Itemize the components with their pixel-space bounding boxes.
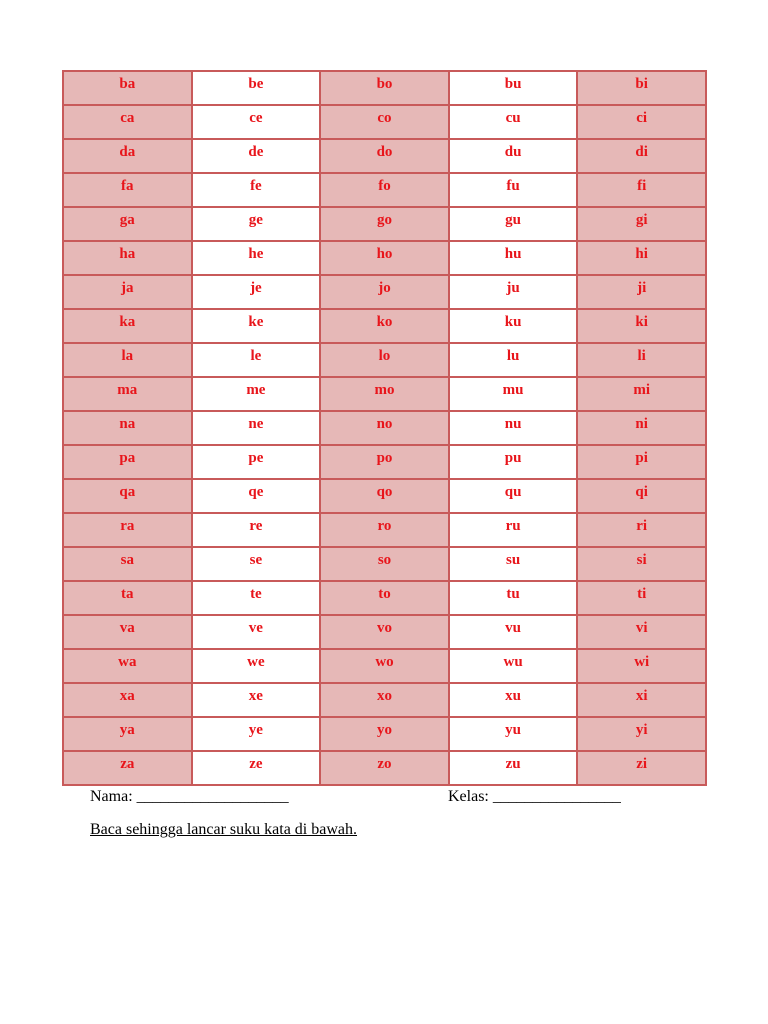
syllable-cell: qe — [192, 479, 321, 513]
syllable-cell: co — [320, 105, 449, 139]
syllable-cell: ta — [63, 581, 192, 615]
syllable-cell: ni — [577, 411, 706, 445]
table-row — [63, 751, 706, 785]
table-row — [63, 309, 706, 343]
syllable-cell: ba — [63, 71, 192, 105]
syllable-cell: qa — [63, 479, 192, 513]
syllable-cell: ja — [63, 275, 192, 309]
syllable-cell: fo — [320, 173, 449, 207]
syllable-cell: du — [449, 139, 578, 173]
syllable-cell: we — [192, 649, 321, 683]
syllable-cell: ce — [192, 105, 321, 139]
syllable-cell: go — [320, 207, 449, 241]
table-row — [63, 343, 706, 377]
syllable-cell: tu — [449, 581, 578, 615]
syllable-cell: pa — [63, 445, 192, 479]
syllable-cell: ro — [320, 513, 449, 547]
syllable-cell: wa — [63, 649, 192, 683]
syllable-cell: za — [63, 751, 192, 785]
syllable-cell: pi — [577, 445, 706, 479]
syllable-cell: no — [320, 411, 449, 445]
syllable-cell: wi — [577, 649, 706, 683]
syllable-cell: to — [320, 581, 449, 615]
table-row — [63, 377, 706, 411]
syllable-cell: fu — [449, 173, 578, 207]
syllable-cell: ko — [320, 309, 449, 343]
table-row — [63, 105, 706, 139]
table-row — [63, 241, 706, 275]
syllable-cell: xu — [449, 683, 578, 717]
syllable-cell: ga — [63, 207, 192, 241]
syllable-cell: bi — [577, 71, 706, 105]
syllable-cell: ke — [192, 309, 321, 343]
syllable-cell: zo — [320, 751, 449, 785]
syllable-cell: su — [449, 547, 578, 581]
table-row — [63, 615, 706, 649]
syllable-cell: yo — [320, 717, 449, 751]
syllable-cell: xa — [63, 683, 192, 717]
syllable-cell: ha — [63, 241, 192, 275]
syllable-cell: mo — [320, 377, 449, 411]
syllable-cell: jo — [320, 275, 449, 309]
syllable-cell: yi — [577, 717, 706, 751]
syllable-cell: je — [192, 275, 321, 309]
syllable-cell: ze — [192, 751, 321, 785]
instruction-text: Baca sehingga lancar suku kata di bawah. — [90, 821, 358, 838]
syllable-cell: qo — [320, 479, 449, 513]
syllable-cell: ge — [192, 207, 321, 241]
syllable-cell: he — [192, 241, 321, 275]
class-field: Kelas: ________________ — [448, 788, 621, 805]
table-row — [63, 513, 706, 547]
syllable-table — [62, 70, 707, 786]
syllable-table-body — [63, 71, 706, 785]
syllable-cell: di — [577, 139, 706, 173]
syllable-cell: xi — [577, 683, 706, 717]
syllable-cell: re — [192, 513, 321, 547]
table-row — [63, 71, 706, 105]
syllable-cell: ku — [449, 309, 578, 343]
syllable-cell: lo — [320, 343, 449, 377]
syllable-cell: so — [320, 547, 449, 581]
table-row — [63, 479, 706, 513]
syllable-cell: hu — [449, 241, 578, 275]
table-row — [63, 649, 706, 683]
syllable-cell: xe — [192, 683, 321, 717]
table-row — [63, 445, 706, 479]
syllable-cell: hi — [577, 241, 706, 275]
syllable-cell: ne — [192, 411, 321, 445]
syllable-cell: ki — [577, 309, 706, 343]
syllable-cell: wu — [449, 649, 578, 683]
syllable-cell: ji — [577, 275, 706, 309]
syllable-cell: vo — [320, 615, 449, 649]
syllable-cell: li — [577, 343, 706, 377]
syllable-cell: nu — [449, 411, 578, 445]
syllable-cell: ci — [577, 105, 706, 139]
syllable-cell: va — [63, 615, 192, 649]
syllable-cell: ru — [449, 513, 578, 547]
syllable-cell: bu — [449, 71, 578, 105]
syllable-cell: la — [63, 343, 192, 377]
syllable-cell: gi — [577, 207, 706, 241]
table-row — [63, 683, 706, 717]
syllable-cell: fa — [63, 173, 192, 207]
syllable-cell: ri — [577, 513, 706, 547]
syllable-cell: fi — [577, 173, 706, 207]
syllable-cell: te — [192, 581, 321, 615]
syllable-cell: cu — [449, 105, 578, 139]
syllable-cell: le — [192, 343, 321, 377]
syllable-cell: ca — [63, 105, 192, 139]
table-row — [63, 547, 706, 581]
table-row — [63, 207, 706, 241]
syllable-cell: ti — [577, 581, 706, 615]
syllable-cell: ho — [320, 241, 449, 275]
syllable-cell: zu — [449, 751, 578, 785]
syllable-cell: ve — [192, 615, 321, 649]
syllable-cell: ka — [63, 309, 192, 343]
syllable-cell: ma — [63, 377, 192, 411]
syllable-cell: bo — [320, 71, 449, 105]
table-row — [63, 173, 706, 207]
name-field: Nama: ___________________ — [90, 788, 289, 805]
syllable-cell: de — [192, 139, 321, 173]
syllable-cell: pu — [449, 445, 578, 479]
syllable-cell: vi — [577, 615, 706, 649]
syllable-cell: mi — [577, 377, 706, 411]
syllable-cell: me — [192, 377, 321, 411]
table-row — [63, 275, 706, 309]
syllable-cell: do — [320, 139, 449, 173]
table-row — [63, 717, 706, 751]
syllable-cell: na — [63, 411, 192, 445]
syllable-cell: zi — [577, 751, 706, 785]
syllable-cell: da — [63, 139, 192, 173]
table-row — [63, 581, 706, 615]
syllable-cell: wo — [320, 649, 449, 683]
syllable-cell: ra — [63, 513, 192, 547]
syllable-cell: qi — [577, 479, 706, 513]
syllable-cell: ya — [63, 717, 192, 751]
syllable-cell: lu — [449, 343, 578, 377]
syllable-cell: vu — [449, 615, 578, 649]
syllable-cell: si — [577, 547, 706, 581]
table-row — [63, 411, 706, 445]
syllable-cell: fe — [192, 173, 321, 207]
table-row — [63, 139, 706, 173]
syllable-cell: po — [320, 445, 449, 479]
syllable-cell: pe — [192, 445, 321, 479]
syllable-cell: sa — [63, 547, 192, 581]
syllable-cell: gu — [449, 207, 578, 241]
syllable-cell: xo — [320, 683, 449, 717]
syllable-cell: ye — [192, 717, 321, 751]
syllable-cell: yu — [449, 717, 578, 751]
syllable-cell: mu — [449, 377, 578, 411]
syllable-cell: se — [192, 547, 321, 581]
syllable-cell: qu — [449, 479, 578, 513]
syllable-cell: ju — [449, 275, 578, 309]
syllable-cell: be — [192, 71, 321, 105]
